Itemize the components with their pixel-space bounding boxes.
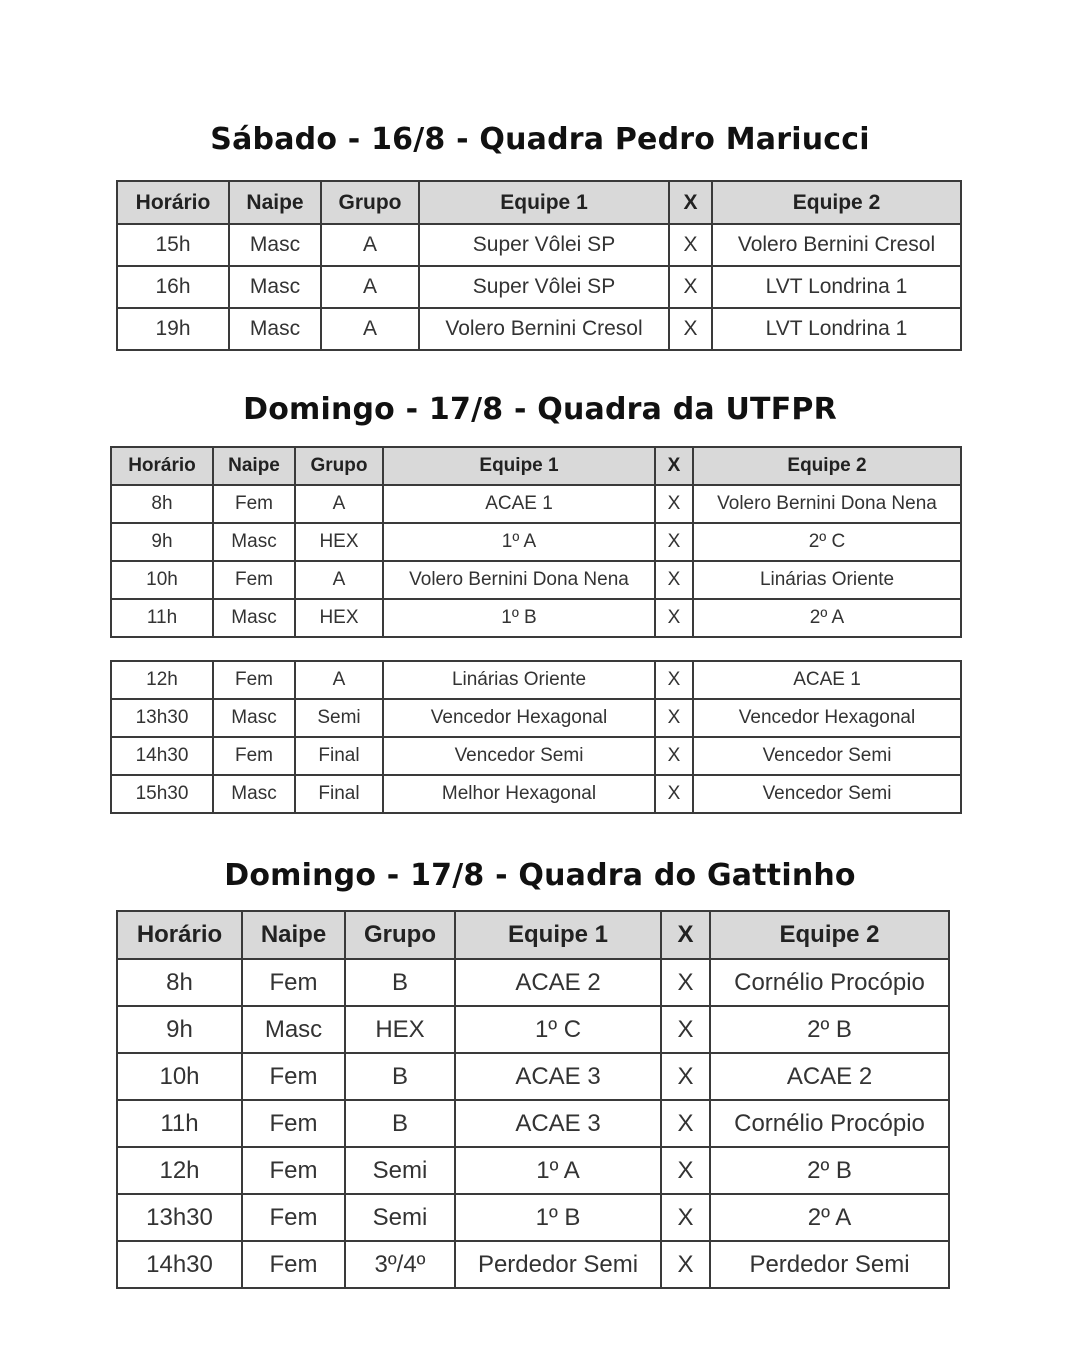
cell-team2: Vencedor Hexagonal bbox=[693, 699, 961, 737]
cell-time: 12h bbox=[117, 1147, 242, 1194]
schedule-table-sunday-gattinho bbox=[116, 910, 950, 1289]
cell-group: A bbox=[295, 561, 383, 599]
header-versus: X bbox=[661, 911, 710, 959]
cell-versus: X bbox=[655, 661, 693, 699]
cell-team2: LVT Londrina 1 bbox=[712, 266, 961, 308]
header-group: Grupo bbox=[321, 181, 419, 224]
table-row bbox=[117, 1147, 949, 1194]
cell-group: A bbox=[321, 224, 419, 266]
cell-team2: Cornélio Procópio bbox=[710, 1100, 949, 1147]
table-row bbox=[111, 737, 961, 775]
cell-team1: Perdedor Semi bbox=[455, 1241, 661, 1288]
cell-versus: X bbox=[655, 699, 693, 737]
table-row bbox=[117, 1053, 949, 1100]
cell-team2: 2º A bbox=[693, 599, 961, 637]
header-group: Grupo bbox=[345, 911, 455, 959]
cell-team1: Melhor Hexagonal bbox=[383, 775, 655, 813]
cell-group: Semi bbox=[295, 699, 383, 737]
cell-versus: X bbox=[669, 308, 712, 350]
cell-team2: Perdedor Semi bbox=[710, 1241, 949, 1288]
cell-time: 13h30 bbox=[117, 1194, 242, 1241]
cell-team1: 1º A bbox=[383, 523, 655, 561]
cell-versus: X bbox=[655, 775, 693, 813]
header-naipe: Naipe bbox=[242, 911, 345, 959]
cell-team2: Vencedor Semi bbox=[693, 737, 961, 775]
cell-versus: X bbox=[669, 224, 712, 266]
cell-team2: Cornélio Procópio bbox=[710, 959, 949, 1006]
cell-team1: ACAE 2 bbox=[455, 959, 661, 1006]
section-title-saturday: Sábado - 16/8 - Quadra Pedro Mariucci bbox=[210, 122, 870, 157]
cell-group: B bbox=[345, 959, 455, 1006]
cell-group: A bbox=[295, 485, 383, 523]
cell-naipe: Masc bbox=[213, 699, 295, 737]
cell-naipe: Masc bbox=[213, 775, 295, 813]
header-versus: X bbox=[655, 447, 693, 485]
cell-group: A bbox=[321, 266, 419, 308]
cell-naipe: Fem bbox=[242, 1100, 345, 1147]
table-row bbox=[117, 1194, 949, 1241]
cell-team1: 1º A bbox=[455, 1147, 661, 1194]
cell-team1: Super Vôlei SP bbox=[419, 266, 669, 308]
cell-time: 19h bbox=[117, 308, 229, 350]
cell-versus: X bbox=[655, 523, 693, 561]
cell-group: HEX bbox=[345, 1006, 455, 1053]
table-row bbox=[117, 959, 949, 1006]
schedule-table-sunday-utfpr-part1 bbox=[110, 446, 962, 638]
cell-naipe: Masc bbox=[242, 1006, 345, 1053]
cell-time: 14h30 bbox=[117, 1241, 242, 1288]
cell-versus: X bbox=[669, 266, 712, 308]
cell-team1: ACAE 3 bbox=[455, 1053, 661, 1100]
table-row bbox=[111, 523, 961, 561]
cell-naipe: Masc bbox=[229, 266, 321, 308]
header-group: Grupo bbox=[295, 447, 383, 485]
cell-naipe: Masc bbox=[213, 599, 295, 637]
table-row bbox=[117, 224, 961, 266]
cell-team2: 2º B bbox=[710, 1006, 949, 1053]
section-title-sunday-utfpr: Domingo - 17/8 - Quadra da UTFPR bbox=[243, 392, 837, 427]
cell-time: 8h bbox=[111, 485, 213, 523]
cell-team2: 2º B bbox=[710, 1147, 949, 1194]
table-row bbox=[117, 1241, 949, 1288]
cell-time: 15h bbox=[117, 224, 229, 266]
table-row bbox=[117, 1100, 949, 1147]
cell-naipe: Fem bbox=[242, 1194, 345, 1241]
section-title-sunday-gattinho: Domingo - 17/8 - Quadra do Gattinho bbox=[224, 858, 856, 893]
table-header-row bbox=[117, 911, 949, 959]
cell-team2: 2º C bbox=[693, 523, 961, 561]
table-row bbox=[111, 599, 961, 637]
cell-versus: X bbox=[661, 1100, 710, 1147]
cell-time: 9h bbox=[111, 523, 213, 561]
cell-team2: Volero Bernini Cresol bbox=[712, 224, 961, 266]
schedule-table-saturday bbox=[116, 180, 962, 351]
cell-naipe: Masc bbox=[229, 224, 321, 266]
cell-team1: Volero Bernini Cresol bbox=[419, 308, 669, 350]
cell-versus: X bbox=[661, 1053, 710, 1100]
cell-team1: 1º B bbox=[455, 1194, 661, 1241]
header-team1: Equipe 1 bbox=[455, 911, 661, 959]
cell-versus: X bbox=[661, 1241, 710, 1288]
table-row bbox=[117, 308, 961, 350]
cell-naipe: Fem bbox=[213, 661, 295, 699]
cell-team2: Volero Bernini Dona Nena bbox=[693, 485, 961, 523]
cell-team1: Linárias Oriente bbox=[383, 661, 655, 699]
cell-time: 15h30 bbox=[111, 775, 213, 813]
cell-time: 10h bbox=[111, 561, 213, 599]
header-versus: X bbox=[669, 181, 712, 224]
cell-team1: Vencedor Hexagonal bbox=[383, 699, 655, 737]
cell-group: Final bbox=[295, 737, 383, 775]
cell-group: 3º/4º bbox=[345, 1241, 455, 1288]
header-team2: Equipe 2 bbox=[693, 447, 961, 485]
cell-time: 11h bbox=[111, 599, 213, 637]
cell-versus: X bbox=[661, 1006, 710, 1053]
header-time: Horário bbox=[111, 447, 213, 485]
cell-versus: X bbox=[661, 1194, 710, 1241]
cell-team2: ACAE 1 bbox=[693, 661, 961, 699]
cell-team1: Volero Bernini Dona Nena bbox=[383, 561, 655, 599]
cell-team2: Vencedor Semi bbox=[693, 775, 961, 813]
cell-time: 16h bbox=[117, 266, 229, 308]
cell-group: A bbox=[295, 661, 383, 699]
cell-versus: X bbox=[655, 561, 693, 599]
cell-team1: ACAE 3 bbox=[455, 1100, 661, 1147]
header-naipe: Naipe bbox=[213, 447, 295, 485]
cell-naipe: Fem bbox=[213, 561, 295, 599]
cell-versus: X bbox=[655, 485, 693, 523]
cell-time: 14h30 bbox=[111, 737, 213, 775]
cell-team1: Super Vôlei SP bbox=[419, 224, 669, 266]
cell-team1: 1º C bbox=[455, 1006, 661, 1053]
header-time: Horário bbox=[117, 181, 229, 224]
cell-group: A bbox=[321, 308, 419, 350]
cell-time: 8h bbox=[117, 959, 242, 1006]
cell-versus: X bbox=[655, 737, 693, 775]
table-header-row bbox=[111, 447, 961, 485]
table-row bbox=[111, 661, 961, 699]
cell-group: HEX bbox=[295, 523, 383, 561]
cell-team2: ACAE 2 bbox=[710, 1053, 949, 1100]
header-team1: Equipe 1 bbox=[419, 181, 669, 224]
cell-time: 10h bbox=[117, 1053, 242, 1100]
cell-group: Semi bbox=[345, 1147, 455, 1194]
cell-team2: Linárias Oriente bbox=[693, 561, 961, 599]
cell-team1: 1º B bbox=[383, 599, 655, 637]
cell-naipe: Fem bbox=[242, 1053, 345, 1100]
cell-group: Final bbox=[295, 775, 383, 813]
cell-naipe: Fem bbox=[242, 1147, 345, 1194]
cell-group: HEX bbox=[295, 599, 383, 637]
cell-versus: X bbox=[661, 1147, 710, 1194]
cell-team2: LVT Londrina 1 bbox=[712, 308, 961, 350]
header-team1: Equipe 1 bbox=[383, 447, 655, 485]
table-row bbox=[111, 485, 961, 523]
header-naipe: Naipe bbox=[229, 181, 321, 224]
table-row bbox=[111, 699, 961, 737]
table-header-row bbox=[117, 181, 961, 224]
cell-team2: 2º A bbox=[710, 1194, 949, 1241]
table-row bbox=[111, 561, 961, 599]
cell-group: B bbox=[345, 1053, 455, 1100]
cell-naipe: Fem bbox=[242, 1241, 345, 1288]
cell-naipe: Fem bbox=[242, 959, 345, 1006]
cell-team1: Vencedor Semi bbox=[383, 737, 655, 775]
header-time: Horário bbox=[117, 911, 242, 959]
cell-group: B bbox=[345, 1100, 455, 1147]
cell-versus: X bbox=[655, 599, 693, 637]
table-row bbox=[117, 266, 961, 308]
table-row bbox=[117, 1006, 949, 1053]
cell-time: 12h bbox=[111, 661, 213, 699]
cell-time: 11h bbox=[117, 1100, 242, 1147]
table-row bbox=[111, 775, 961, 813]
cell-time: 13h30 bbox=[111, 699, 213, 737]
cell-naipe: Fem bbox=[213, 485, 295, 523]
cell-naipe: Fem bbox=[213, 737, 295, 775]
cell-team1: ACAE 1 bbox=[383, 485, 655, 523]
cell-naipe: Masc bbox=[229, 308, 321, 350]
header-team2: Equipe 2 bbox=[710, 911, 949, 959]
header-team2: Equipe 2 bbox=[712, 181, 961, 224]
cell-group: Semi bbox=[345, 1194, 455, 1241]
cell-naipe: Masc bbox=[213, 523, 295, 561]
cell-versus: X bbox=[661, 959, 710, 1006]
cell-time: 9h bbox=[117, 1006, 242, 1053]
schedule-table-sunday-utfpr-part2 bbox=[110, 660, 962, 814]
